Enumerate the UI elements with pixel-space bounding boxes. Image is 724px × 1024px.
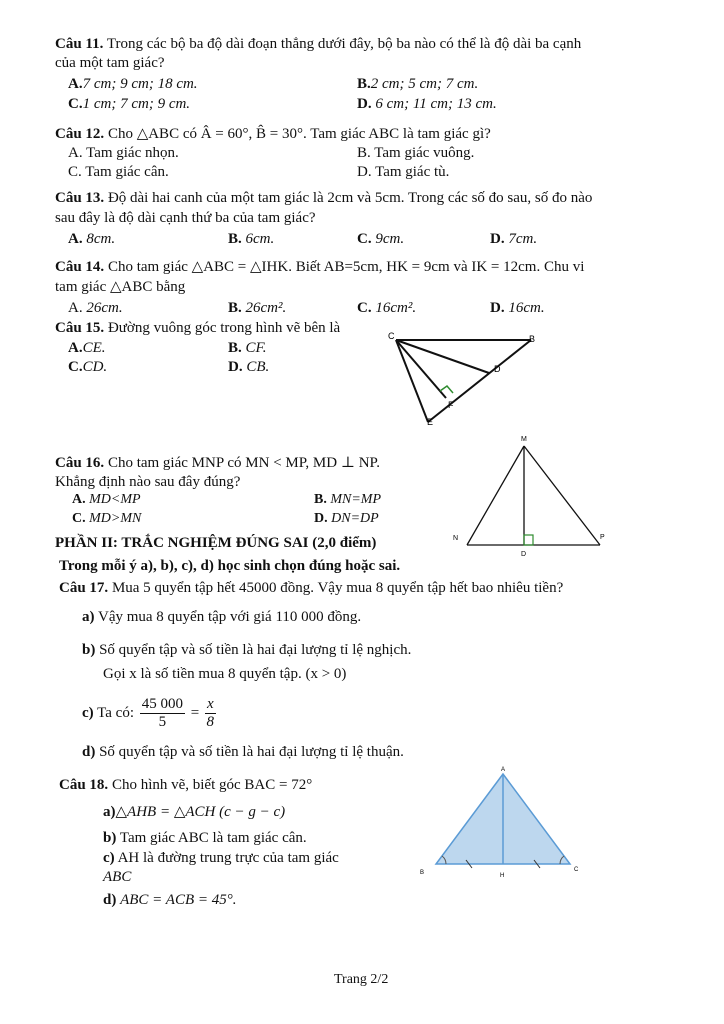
q13-opt-a[interactable]: A. 8cm. — [68, 231, 116, 247]
q14-text1: Câu 14. Cho tam giác △ABC = △IHK. Biết AB=5cm, HK = 9cm và IK = 12cm. Chu vi — [55, 259, 585, 275]
q15-opt-d[interactable]: D. CB. — [228, 359, 270, 375]
q14-opt-c[interactable]: C. 16cm². — [357, 300, 417, 316]
q16-seg-mp — [524, 446, 600, 545]
q16-seg-mn — [467, 446, 524, 545]
q13-opt-d[interactable]: D. 7cm. — [490, 231, 538, 247]
q17-b[interactable]: b) Số quyển tập và số tiền là hai đại lượng tỉ lệ nghịch. — [82, 642, 412, 658]
q12-text: Câu 12. Cho △ABC có Â = 60°, B̂ = 30°. Tam giác ABC là tam giác gì? — [55, 126, 491, 142]
q16-label-p: P — [600, 534, 605, 541]
q16-text1: Câu 16. Cho tam giác MNP có MN < MP, MD ⊥ NP. — [55, 455, 380, 471]
q16-text2: Khẳng định nào sau đây đúng? — [55, 474, 241, 490]
q18-c2: ABC — [103, 869, 132, 885]
q11-text1: Câu 11. Trong các bộ ba độ dài đoạn thẳng dưới đây, bộ ba nào có thể là độ dài ba cạnh — [55, 36, 582, 52]
q17-frac2: $\frac{x}{8}$ — [206, 696, 215, 730]
q14-opt-b[interactable]: B. 26cm². — [228, 300, 287, 316]
q11-opt-b[interactable]: B.2 cm; 5 cm; 7 cm. — [357, 76, 479, 92]
q16-label-m: M — [521, 436, 527, 443]
q17-d[interactable]: d) Số quyển tập và số tiền là hai đại lượng tỉ lệ thuận. — [82, 744, 404, 760]
q17-a[interactable]: a) Vậy mua 8 quyển tập với giá 110 000 đồng. — [82, 609, 362, 625]
q17-b2: Gọi x là số tiền mua 8 quyển tập. (x > 0) — [103, 666, 347, 682]
q13-text2: sau đây là độ dài cạnh thứ ba của tam giác? — [55, 210, 316, 226]
q15-opt-b[interactable]: B. CF. — [228, 340, 267, 356]
q18-c[interactable]: c) AH là đường trung trực của tam giác — [103, 850, 339, 866]
q15-label-f: F — [448, 400, 454, 410]
q17-frac1: $\frac{45 000}{5}$ — [141, 696, 183, 730]
q16-opt-d[interactable]: D. DN=DP — [314, 511, 379, 526]
q18-label-b: B — [420, 870, 425, 876]
q16-label-d: D — [521, 551, 527, 558]
q16-right-angle — [524, 535, 533, 545]
q18-text: Câu 18. Cho hình vẽ, biết góc BAC = 72° — [59, 777, 313, 793]
q11-text2: của một tam giác? — [55, 55, 165, 71]
q18-label-c: C — [574, 867, 579, 873]
part2-title: PHẦN II: TRẮC NGHIỆM ĐÚNG SAI (2,0 điểm) — [55, 535, 377, 551]
q14-opt-d[interactable]: D. 16cm. — [490, 300, 545, 316]
q18-label-h: H — [500, 873, 505, 879]
q13-opt-c[interactable]: C. 9cm. — [357, 231, 405, 247]
q16-figure — [445, 430, 620, 560]
q14-text2: tam giác △ABC bằng — [55, 279, 186, 295]
q14-opt-a[interactable]: A. 26cm. — [68, 300, 123, 316]
page-footer: Trang 2/2 — [334, 972, 389, 987]
q12-opt-c[interactable]: C. Tam giác cân. — [68, 164, 169, 180]
q16-opt-b[interactable]: B. MN=MP — [314, 492, 382, 507]
q11-opt-d[interactable]: D. 6 cm; 11 cm; 13 cm. — [357, 96, 497, 112]
q17-c[interactable]: c) Ta có: $\frac{45 000}{5}$ = $\frac{x}{8}$ — [82, 696, 215, 730]
q18-figure — [410, 762, 590, 882]
q13-text1: Câu 13. Độ dài hai canh của một tam giác là 2cm và 5cm. Trong các số đo sau, số đo nào — [55, 190, 593, 206]
q15-seg-be — [428, 340, 531, 422]
q13-opt-b[interactable]: B. 6cm. — [228, 231, 275, 247]
q11-opt-a[interactable]: A.7 cm; 9 cm; 18 cm. — [68, 76, 198, 92]
q18-a[interactable]: a)△AHB = △ACH (c − g − c) — [103, 804, 286, 820]
q18-b[interactable]: b) Tam giác ABC là tam giác cân. — [103, 830, 307, 846]
q11-opt-c[interactable]: C.1 cm; 7 cm; 9 cm. — [68, 96, 191, 112]
q12-opt-a[interactable]: A. Tam giác nhọn. — [68, 145, 179, 161]
q15-label-e: E — [427, 417, 434, 427]
q17-text: Câu 17. Mua 5 quyển tập hết 45000 đồng. Vậy mua 8 quyển tập hết bao nhiêu tiền? — [59, 580, 564, 596]
q15-seg-ce — [396, 340, 428, 422]
q15-opt-c[interactable]: C.CD. — [68, 359, 108, 375]
q16-label-n: N — [453, 535, 459, 542]
q15-figure — [380, 328, 550, 432]
q15-label-b: B — [529, 334, 536, 344]
q18-d[interactable]: d) ABC = ACB = 45°. — [103, 892, 237, 908]
q15-label-d: D — [494, 364, 501, 374]
q15-label-c: C — [388, 331, 395, 341]
q12-opt-b[interactable]: B. Tam giác vuông. — [357, 145, 475, 161]
q16-opt-a[interactable]: A. MD<MP — [72, 492, 141, 507]
q16-opt-c[interactable]: C. MD>MN — [72, 511, 142, 526]
q15-opt-a[interactable]: A.CE. — [68, 340, 106, 356]
q18-label-a: A — [501, 767, 506, 773]
part2-instr: Trong mỗi ý a), b), c), d) học sinh chọn đúng hoặc sai. — [59, 558, 401, 574]
q15-text: Câu 15. Đường vuông góc trong hình vẽ bên là — [55, 320, 341, 336]
q12-opt-d[interactable]: D. Tam giác tù. — [357, 164, 450, 180]
